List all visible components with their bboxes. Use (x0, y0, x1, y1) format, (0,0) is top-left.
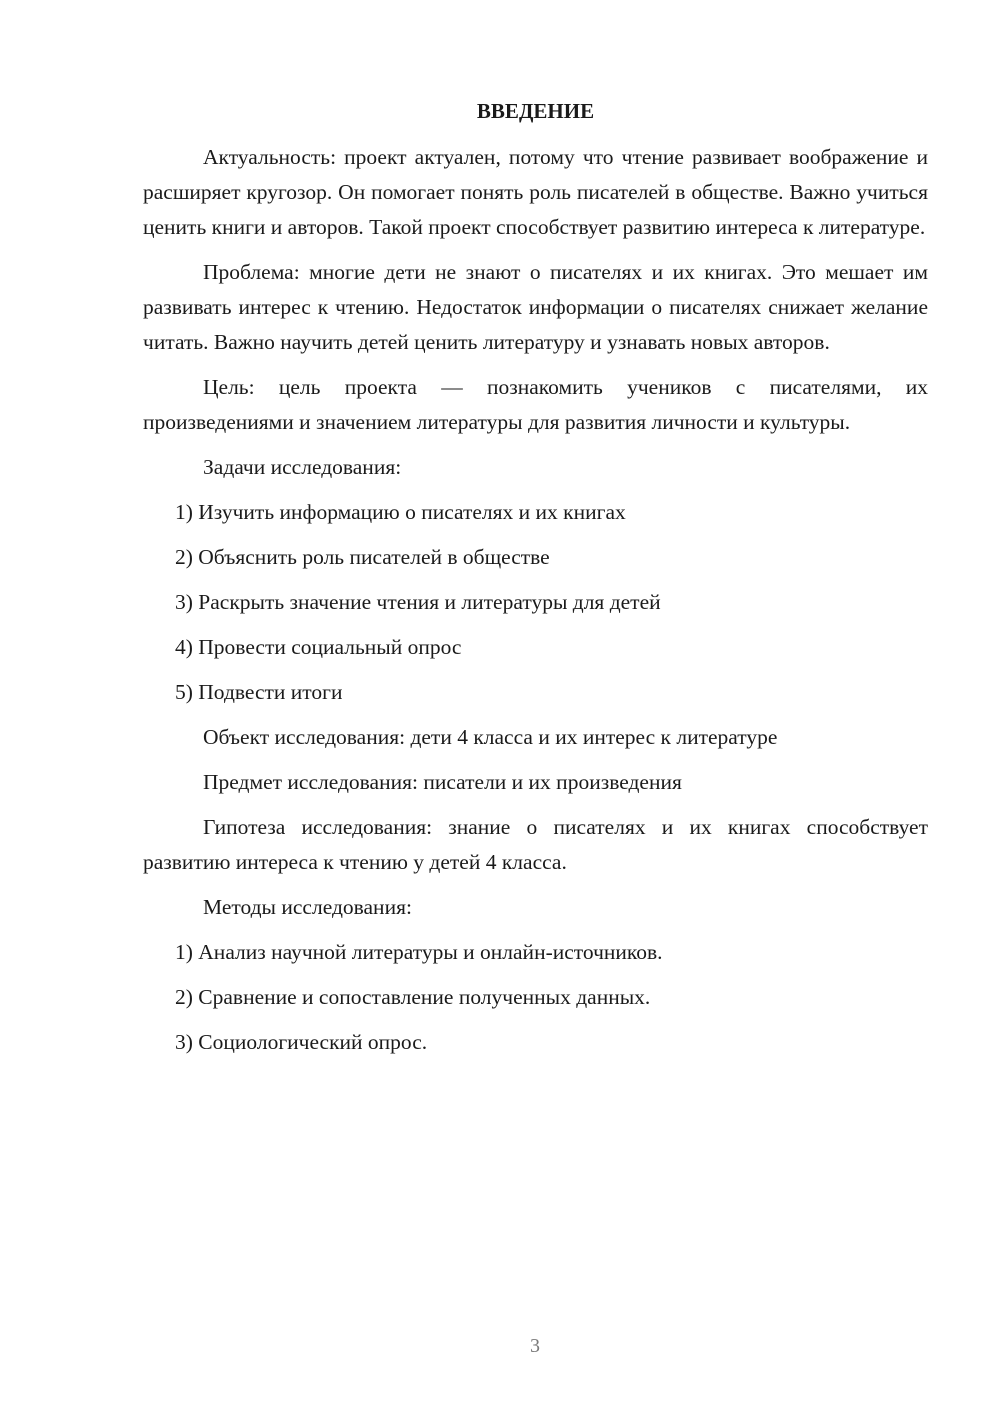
task-item: 1) Изучить информацию о писателях и их книгах (175, 500, 626, 524)
tasks-list (143, 495, 928, 710)
relevance-paragraph: Актуальность: проект актуален, потому что чтение развивает воображение и расширяет кругозор. Он помогает понять роль писателей в обществе. Важно учиться ценить книги и авторов. Такой проект способствует развитию интереса к литературе. (143, 145, 928, 239)
hypothesis-paragraph: Гипотеза исследования: знание о писателях и их книгах способствует развитию интереса к чтению у детей 4 класса. (143, 815, 928, 874)
object-paragraph: Объект исследования: дети 4 класса и их интерес к литературе (203, 725, 778, 749)
section-title: ВВЕДЕНИЕ (476, 99, 595, 123)
task-item: 2) Объяснить роль писателей в обществе (175, 545, 550, 569)
tasks-heading: Задачи исследования: (203, 455, 402, 479)
methods-heading: Методы исследования: (203, 895, 412, 919)
method-item: 1) Анализ научной литературы и онлайн-источников. (175, 940, 663, 964)
problem-paragraph: Проблема: многие дети не знают о писателях и их книгах. Это мешает им развивать интерес к чтению. Недостаток информации о писателях снижает желание читать. Важно научить детей ценить литературу и узнавать новых авторов. (143, 260, 928, 354)
goal-paragraph: Цель: цель проекта — познакомить учеников с писателями, их произведениями и значением литературы для развития личности и культуры. (143, 375, 928, 434)
method-item: 2) Сравнение и сопоставление полученных данных. (175, 985, 651, 1009)
method-item: 3) Социологический опрос. (175, 1030, 428, 1054)
page-number: 3 (530, 1335, 540, 1357)
task-item: 3) Раскрыть значение чтения и литературы для детей (175, 590, 661, 614)
task-item: 4) Провести социальный опрос (175, 635, 462, 659)
task-item: 5) Подвести итоги (175, 680, 343, 704)
page-content (143, 96, 928, 1070)
methods-list (143, 935, 928, 1060)
subject-paragraph: Предмет исследования: писатели и их произведения (203, 770, 682, 794)
